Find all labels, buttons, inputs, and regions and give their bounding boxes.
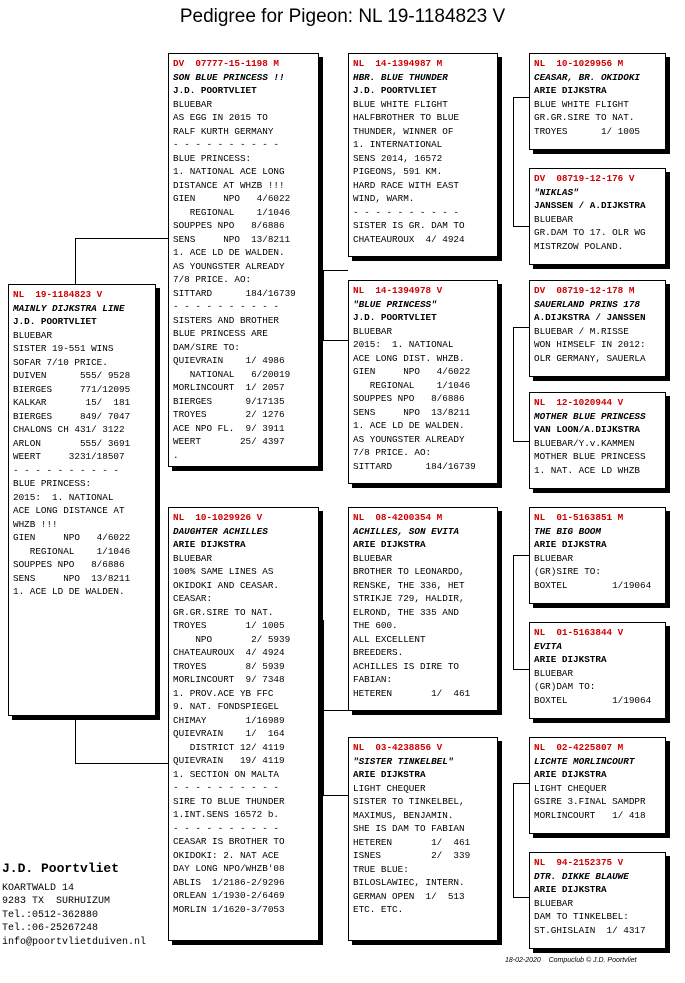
info-line: ST.GHISLAIN 1/ 4317 [534,924,646,936]
pigeon-name: "NIKLAS" [534,186,579,198]
owner-info [2,862,146,949]
info-line: BLUEBAR [173,98,213,110]
subject-pigeon-card[interactable] [8,284,156,716]
info-line: SENS NPO 13/8211 [353,406,471,418]
info-line: 2015: 1. NATIONAL [13,491,114,503]
ring-number: NL 12-1020944 V [534,397,624,408]
breeder-name: VAN LOON/A.DIJKSTRA [534,424,641,435]
breeder-name: J.D. POORTVLIET [173,85,257,96]
info-line: MOTHER BLUE PRINCESS [534,451,646,462]
sire-dam-dam-card[interactable] [529,392,666,489]
info-line: 2015: 1. NATIONAL [353,339,454,350]
owner-mobile: Tel.:06-25267248 [2,923,99,934]
info-line: BILOSLAWIEC, INTERN. [353,877,465,888]
info-line: MORLINCOURT 9/ 7348 [173,674,285,685]
info-line: REGIONAL 1/1046 [353,379,471,391]
info-line: - - - - - - - - - - [13,464,120,476]
connector-line [513,441,529,442]
info-line: BIERGES 849/ 7047 [13,410,131,422]
info-line: BLUE PRINCESS: [173,152,252,164]
breeder-name: ARIE DIJKSTRA [534,539,607,550]
pigeon-name: MAINLY DIJKSTRA LINE [13,302,125,314]
info-line: BLUE PRINCESS: [13,478,92,489]
ring-number: NL 10-1029926 V [173,512,263,523]
info-line: BLUEBAR/Y.v.KAMMEN [534,437,635,449]
info-line: PIGEONS, 591 KM. [353,166,443,177]
connector-line [323,270,324,340]
owner-name: J.D. Poortvliet [2,861,120,876]
info-line: SENS NPO 13/8211 [173,233,291,245]
info-line: SISTER IS GR. DAM TO [353,220,465,231]
info-line: MORLINCOURT 1/ 418 [534,809,646,821]
info-line: CHIMAY 1/16989 [173,714,285,726]
info-line: GIEN NPO 4/6022 [353,366,471,377]
owner-phone: Tel.:0512-362880 [2,909,99,921]
connector-line [75,238,168,239]
info-line: - - - - - - - - - - [173,822,280,834]
info-line: SHE IS DAM TO FABIAN [353,823,465,834]
connector-line [513,669,529,670]
connector-line [75,763,168,764]
connector-line [323,710,348,711]
info-line: DAY LONG NPO/WHZB'08 [173,863,285,874]
info-line: SISTER 19-551 WINS [13,343,114,354]
dam-dam-sire-card[interactable] [529,737,666,834]
sire-card[interactable] [168,53,319,467]
info-line: SOUPPES NPO 8/6886 [353,393,465,404]
info-line: ACE LONG DIST. WHZB. [353,352,465,364]
connector-line [513,555,514,670]
info-line: 100% SAME LINES AS [173,566,274,577]
info-line: LIGHT CHEQUER [353,782,426,794]
info-line: THUNDER, WINNER OF [353,125,454,137]
breeder-name: ARIE DIJKSTRA [534,769,607,780]
info-line: ELROND, THE 335 AND [353,606,460,618]
connector-line [513,226,529,227]
owner-postcode: 9283 TX SURHUIZUM [2,896,111,907]
info-line: QUIEVRAIN 19/ 4119 [173,755,285,766]
info-line: ISNES 2/ 339 [353,850,471,861]
info-line: SITTARD 184/16739 [173,287,296,299]
info-line: AS EGG IN 2015 TO [173,112,268,123]
footer-credit: 18-02-2020 Compuclub © J.D. Poortvliet [505,957,637,964]
info-line: - - - - - - - - - - [173,301,280,312]
info-line: CHATEAUROUX 4/ 4924 [173,647,285,658]
info-line: BOXTEL 1/19064 [534,694,652,706]
connector-line [513,97,529,98]
pigeon-name: HBR. BLUE THUNDER [353,71,448,83]
info-line: BLUEBAR [534,213,574,225]
connector-line [513,555,529,556]
info-line: STRIKJE 729, HALDIR, [353,593,465,604]
info-line: RALF KURTH GERMANY [173,125,274,137]
info-line: 7/8 PRICE. AO: [173,274,252,285]
breeder-name: ARIE DIJKSTRA [534,85,607,96]
breeder-name: JANSSEN / A.DIJKSTRA [534,200,646,211]
info-line: SISTERS AND BROTHER [173,314,280,326]
info-line: CEASAR IS BROTHER TO [173,836,285,847]
info-line: BLUEBAR / M.RISSE [534,325,629,337]
info-line: WEERT 3231/18507 [13,451,125,462]
info-line: BIERGES 9/17135 [173,395,285,407]
info-line: BREEDERS. [353,647,404,658]
pigeon-name: MOTHER BLUE PRINCESS [534,410,646,422]
info-line: BLUEBAR [534,667,574,679]
info-line: SIRE TO BLUE THUNDER [173,795,285,807]
info-line: 1. NAT. ACE LD WHZB [534,464,641,476]
breeder-name: J.D. POORTVLIET [353,85,437,96]
breeder-name: ARIE DIJKSTRA [534,654,607,665]
dam-card[interactable] [168,507,319,941]
info-line: HETEREN 1/ 461 [353,836,471,848]
connector-line [513,783,529,784]
info-line: NATIONAL 6/20019 [173,368,291,380]
info-line: - - - - - - - - - - [173,139,280,150]
info-line: WON HIMSELF IN 2012: [534,339,646,350]
pigeon-name: SAUERLAND PRINS 178 [534,298,641,310]
info-line: BLUE WHITE FLIGHT [353,98,448,110]
sire-sire-card[interactable] [348,53,498,257]
info-line: OKIDOKI AND CEASAR. [173,579,280,591]
info-line: ABLIS 1/2186-2/9296 [173,876,285,888]
info-line: MORLIN 1/1620-3/7053 [173,903,285,915]
info-line: DUIVEN 555/ 9528 [13,370,131,381]
info-line: 7/8 PRICE. AO: [353,447,432,458]
info-line: THE 600. [353,620,398,631]
ring-number: NL 14-1394987 M [353,58,443,69]
info-line: CHATEAUROUX 4/ 4924 [353,233,465,245]
info-line: 1. ACE LD DE WALDEN. [353,420,465,431]
info-line: 1. SECTION ON MALTA [173,768,280,780]
info-line: FABIAN: [353,674,393,685]
info-line: AS YOUNGSTER ALREADY [173,260,285,272]
connector-line [323,340,348,341]
dam-sire-sire-card[interactable] [529,507,666,604]
connector-line [75,716,76,764]
connector-line [323,620,324,795]
info-line: . [173,449,179,461]
dam-dam-card[interactable] [348,737,498,941]
info-line: MORLINCOURT 1/ 2057 [173,382,285,393]
info-line: 1. PROV.ACE YB FFC [173,687,274,699]
info-line: ACHILLES IS DIRE TO [353,660,460,672]
info-line: SITTARD 184/16739 [353,460,476,472]
info-line: 1. ACE LD DE WALDEN. [173,247,285,258]
info-line: BIERGES 771/12095 [13,383,131,395]
info-line: HARD RACE WITH EAST [353,179,460,191]
info-line: QUIEVRAIN 1/ 4986 [173,355,285,366]
ring-number: NL 10-1029956 M [534,58,624,69]
info-line: ALL EXCELLENT [353,633,426,645]
breeder-name: A.DIJKSTRA / JANSSEN [534,312,646,323]
info-line: SENS NPO 13/8211 [13,572,131,584]
info-line: HALFBROTHER TO BLUE [353,112,460,123]
info-line: BLUEBAR [534,897,574,909]
info-line: CHALONS CH 431/ 3122 [13,424,125,435]
ring-number: DV 07777-15-1198 M [173,58,280,69]
breeder-name: J.D. POORTVLIET [353,312,437,323]
ring-number: NL 02-4225807 M [534,742,624,753]
info-line: (GR)DAM TO: [534,681,596,692]
ring-number: NL 01-5163851 M [534,512,624,523]
connector-line [513,783,514,898]
info-line: OKIDOKI: 2. NAT ACE [173,849,280,861]
dam-dam-dam-card[interactable] [529,852,666,949]
info-line: SENS 2014, 16572 [353,152,443,164]
info-line: BLUEBAR [173,552,213,564]
info-line: DAM TO TINKELBEL: [534,911,629,922]
breeder-name: ARIE DIJKSTRA [353,539,426,550]
connector-line [75,238,76,284]
info-line: WHZB !!! [13,518,58,530]
info-line: GIEN NPO 4/6022 [13,532,131,543]
breeder-name: ARIE DIJKSTRA [534,884,607,895]
info-line: AS YOUNGSTER ALREADY [353,433,465,445]
info-line: 1. ACE LD DE WALDEN. [13,586,125,597]
info-line: - - - - - - - - - - [353,206,460,218]
owner-address: KOARTWALD 14 [2,882,75,894]
info-line: WIND, WARM. [353,193,415,204]
connector-line [323,270,348,271]
info-line: BLUEBAR [353,552,393,564]
breeder-name: J.D. POORTVLIET [13,316,97,327]
info-line: NPO 2/ 5939 [173,633,291,645]
info-line: 1. NATIONAL ACE LONG [173,166,285,177]
info-line: ARLON 555/ 3691 [13,437,131,449]
sire-dam-sire-card[interactable] [529,280,666,377]
info-line: GERMAN OPEN 1/ 513 [353,890,465,902]
info-line: ACE NPO FL. 9/ 3911 [173,422,285,434]
info-line: GR.DAM TO 17. OLR WG [534,227,646,238]
pigeon-name: ACHILLES, SON EVITA [353,525,460,537]
info-line: GSIRE 3.FINAL SAMDPR [534,796,646,807]
info-line: OLR GERMANY, SAUERLA [534,352,646,364]
info-line: ORLEAN 1/1930-2/6469 [173,890,285,901]
ring-number: NL 19-1184823 V [13,289,103,300]
info-line: MISTRZOW POLAND. [534,240,624,252]
info-line: GR.GR.SIRE TO NAT. [173,606,274,618]
info-line: SOUPPES NPO 8/6886 [13,559,125,570]
info-line: HETEREN 1/ 461 [353,687,471,699]
info-line: RENSKE, THE 336, HET [353,579,465,591]
connector-line [513,327,514,442]
info-line: DISTANCE AT WHZB !!! [173,179,285,191]
pigeon-name: DAUGHTER ACHILLES [173,525,268,537]
ring-number: NL 94-2152375 V [534,857,624,868]
info-line: SISTER TO TINKELBEL, [353,796,465,807]
dam-sire-dam-card[interactable] [529,622,666,719]
info-line: BLUEBAR [13,329,53,341]
info-line: (GR)SIRE TO: [534,566,601,577]
ring-number: NL 03-4238856 V [353,742,443,753]
info-line: 9. NAT. FONDSPIEGEL [173,701,280,712]
info-line: CEASAR: [173,593,213,604]
info-line: DISTRICT 12/ 4119 [173,741,285,753]
info-line: LIGHT CHEQUER [534,782,607,794]
pigeon-name: CEASAR, BR. OKIDOKI [534,71,641,83]
sire-sire-sire-card[interactable] [529,53,666,150]
info-line: TROYES 2/ 1276 [173,409,285,420]
info-line: BOXTEL 1/19064 [534,579,652,591]
info-line: ETC. ETC. [353,904,404,915]
info-line: BLUE WHITE FLIGHT [534,98,629,110]
ring-number: NL 14-1394978 V [353,285,443,296]
info-line: BROTHER TO LEONARDO, [353,566,465,577]
info-line: TROYES 1/ 1005 [534,125,641,137]
dam-sire-card[interactable] [348,507,498,711]
info-line: TROYES 1/ 1005 [173,620,285,631]
pigeon-name: DTR. DIKKE BLAUWE [534,870,629,882]
info-line: GR.GR.SIRE TO NAT. [534,112,635,123]
info-line: SOFAR 7/10 PRICE. [13,356,108,368]
info-line: WEERT 25/ 4397 [173,436,285,447]
page-title: Pedigree for Pigeon: NL 19-1184823 V [179,6,506,27]
pigeon-name: "SISTER TINKELBEL" [353,755,454,767]
info-line: TRUE BLUE: [353,863,409,875]
sire-sire-dam-card[interactable] [529,168,666,265]
breeder-name: ARIE DIJKSTRA [353,769,426,780]
info-line: GIEN NPO 4/6022 [173,193,291,204]
ring-number: NL 01-5163844 V [534,627,624,638]
pigeon-name: THE BIG BOOM [534,525,601,537]
connector-line [513,97,514,227]
info-line: ACE LONG DISTANCE AT [13,505,125,516]
connector-line [323,795,348,796]
pigeon-name: EVITA [534,640,562,652]
info-line: KALKAR 15/ 181 [13,397,131,408]
sire-dam-card[interactable] [348,280,498,484]
connector-line [513,897,529,898]
info-line: BLUEBAR [353,325,393,337]
owner-email[interactable]: info@poortvlietduiven.nl [2,936,147,948]
info-line: REGIONAL 1/1046 [173,206,291,218]
info-line: BLUEBAR [534,552,574,564]
pigeon-name: SON BLUE PRINCESS !! [173,71,285,83]
info-line: - - - - - - - - - - [173,782,280,793]
info-line: REGIONAL 1/1046 [13,545,131,557]
connector-line [513,327,529,328]
info-line: 1.INT.SENS 16572 b. [173,809,280,820]
info-line: BLUE PRINCESS ARE [173,328,268,339]
ring-number: NL 08-4200354 M [353,512,443,523]
pigeon-name: "BLUE PRINCESS" [353,298,437,310]
info-line: TROYES 8/ 5939 [173,660,285,672]
info-line: DAM/SIRE TO: [173,341,240,353]
pigeon-name: LICHTE MORLINCOURT [534,755,635,767]
info-line: QUIEVRAIN 1/ 164 [173,728,285,739]
info-line: MAXIMUS, BENJAMIN. [353,809,454,821]
info-line: SOUPPES NPO 8/6886 [173,220,285,231]
breeder-name: ARIE DIJKSTRA [173,539,246,550]
ring-number: DV 08719-12-178 M [534,285,635,296]
info-line: 1. INTERNATIONAL [353,139,443,150]
ring-number: DV 08719-12-176 V [534,173,635,184]
